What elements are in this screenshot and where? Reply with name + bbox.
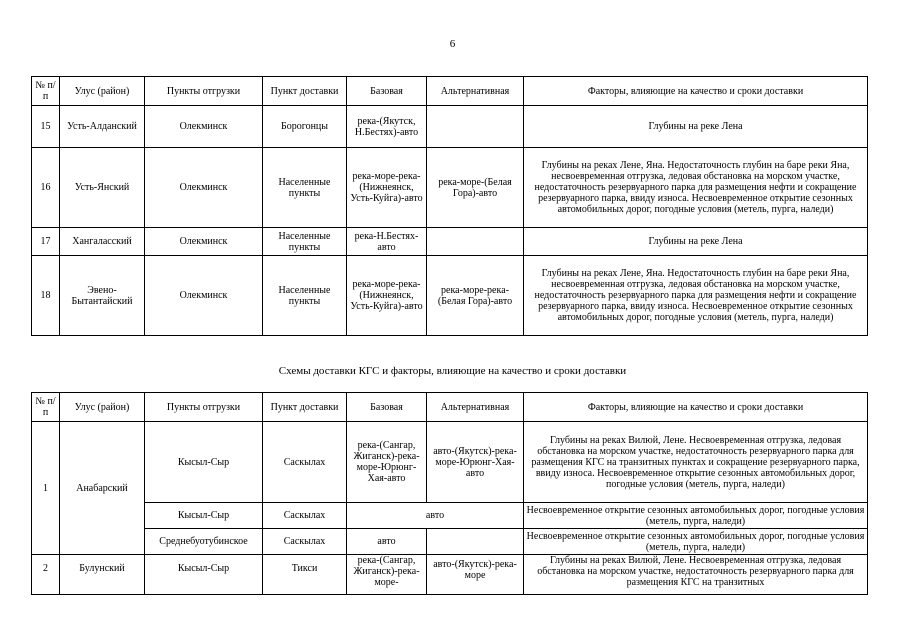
- cell-factors: Глубины на реках Лене, Яна. Недостаточность глубин на баре реки Яна, несвоевременная отгрузка, ледовая обстановка на морском участке, недостаточность резервуарного парка для размещения нефти и сокращение резервуарного парка, ввиду износа. Несвоевременное открытие сезонных автомобильных дорог, погодные условия (метель, пурга, наледи): [524, 148, 868, 228]
- cell-ulus: Булунский: [60, 555, 145, 595]
- cell-delivery: Саскылах: [263, 422, 347, 503]
- cell-point: Кысыл-Сыр: [145, 555, 263, 595]
- cell-route-combined: авто: [347, 503, 524, 529]
- cell-base: река-(Сангар, Жиганск)-река-море-Юрюнг-Хая-авто: [347, 422, 427, 503]
- cell-base: река-Н.Бестях-авто: [347, 228, 427, 256]
- cell-ulus: Усть-Янский: [60, 148, 145, 228]
- header-points: Пункты отгрузки: [145, 393, 263, 422]
- cell-point: Олекминск: [145, 106, 263, 148]
- cell-delivery: Саскылах: [263, 529, 347, 555]
- cell-factors: Несвоевременное открытие сезонных автомобильных дорог, погодные условия (метель, пурга, наледи): [524, 529, 868, 555]
- cell-num: 2: [32, 555, 60, 595]
- table-row: [32, 555, 868, 595]
- cell-point: Среднебуотубинское: [145, 529, 263, 555]
- table-header-row: [32, 393, 868, 422]
- cell-num: 15: [32, 106, 60, 148]
- cell-alt: река-море-(Белая Гора)-авто: [427, 148, 524, 228]
- header-factors: Факторы, влияющие на качество и сроки доставки: [524, 393, 868, 422]
- cell-factors: Несвоевременное открытие сезонных автомобильных дорог, погодные условия (метель, пурга, наледи): [524, 503, 868, 529]
- table-row: [32, 422, 868, 503]
- cell-alt: [427, 529, 524, 555]
- cell-alt: река-море-река-(Белая Гора)-авто: [427, 256, 524, 336]
- cell-factors: Глубины на реках Вилюй, Лене. Несвоевременная отгрузка, ледовая обстановка на морском участке, недостаточность резервуарного парка для размещения КГС на транзитных пунктах и сокращение резервуарного парка, ввиду износа. Несвоевременное открытие сезонных автомобильных дорог, погодные условия (метель, пурга, наледи): [524, 422, 868, 503]
- table-row: [32, 503, 868, 529]
- cell-ulus: Анабарский: [60, 422, 145, 555]
- header-num: № п/п: [32, 393, 60, 422]
- cell-alt: авто-(Якутск)-река-море-Юрюнг-Хая-авто: [427, 422, 524, 503]
- cell-alt: авто-(Якутск)-река-море: [427, 555, 524, 595]
- cell-factors: Глубины на реках Вилюй, Лене. Несвоевременная отгрузка, ледовая обстановка на морском участке, недостаточность резервуарного парка для размещения КГС на транзитных: [524, 555, 868, 595]
- delivery-table-kgs: [31, 392, 868, 595]
- header-base: Базовая: [347, 77, 427, 106]
- cell-point: Олекминск: [145, 148, 263, 228]
- cell-delivery: Тикси: [263, 555, 347, 595]
- header-num: № п/п: [32, 77, 60, 106]
- cell-delivery: Населенные пункты: [263, 256, 347, 336]
- page-number: 6: [449, 38, 456, 50]
- cell-factors: Глубины на реках Лене, Яна. Недостаточность глубин на баре реки Яна, несвоевременная отгрузка, ледовая обстановка на морском участке, недостаточность резервуарного парка для размещения нефти и сокращение резервуарного парка, ввиду износа. Несвоевременное открытие сезонных автомобильных дорог, погодные условия (метель, пурга, наледи): [524, 256, 868, 336]
- cell-ulus: Усть-Алданский: [60, 106, 145, 148]
- header-delivery: Пункт доставки: [263, 393, 347, 422]
- header-ulus: Улус (район): [60, 393, 145, 422]
- header-alt: Альтернативная: [427, 77, 524, 106]
- cell-point: Олекминск: [145, 228, 263, 256]
- cell-num: 18: [32, 256, 60, 336]
- cell-delivery: Населенные пункты: [263, 228, 347, 256]
- header-alt: Альтернативная: [427, 393, 524, 422]
- cell-num: 1: [32, 422, 60, 555]
- header-points: Пункты отгрузки: [145, 77, 263, 106]
- header-factors: Факторы, влияющие на качество и сроки доставки: [524, 77, 868, 106]
- header-delivery: Пункт доставки: [263, 77, 347, 106]
- cell-ulus: Хангаласский: [60, 228, 145, 256]
- cell-base: река-(Сангар, Жиганск)-река-море-: [347, 555, 427, 595]
- cell-factors: Глубины на реке Лена: [524, 228, 868, 256]
- header-ulus: Улус (район): [60, 77, 145, 106]
- cell-point: Кысыл-Сыр: [145, 422, 263, 503]
- cell-num: 17: [32, 228, 60, 256]
- cell-base: река-море-река-(Нижнеянск, Усть-Куйга)-авто: [347, 256, 427, 336]
- section-caption: Схемы доставки КГС и факторы, влияющие на качество и сроки доставки: [278, 365, 627, 377]
- cell-base: река-море-река-(Нижнеянск, Усть-Куйга)-авто: [347, 148, 427, 228]
- table-row: [32, 529, 868, 555]
- cell-factors: Глубины на реке Лена: [524, 106, 868, 148]
- cell-point: Кысыл-Сыр: [145, 503, 263, 529]
- cell-base: авто: [347, 529, 427, 555]
- cell-delivery: Саскылах: [263, 503, 347, 529]
- cell-delivery: Борогонцы: [263, 106, 347, 148]
- cell-num: 16: [32, 148, 60, 228]
- cell-base: река-(Якутск, Н.Бестях)-авто: [347, 106, 427, 148]
- cell-point: Олекминск: [145, 256, 263, 336]
- header-base: Базовая: [347, 393, 427, 422]
- cell-delivery: Населенные пункты: [263, 148, 347, 228]
- cell-ulus: Эвено-Бытантайский: [60, 256, 145, 336]
